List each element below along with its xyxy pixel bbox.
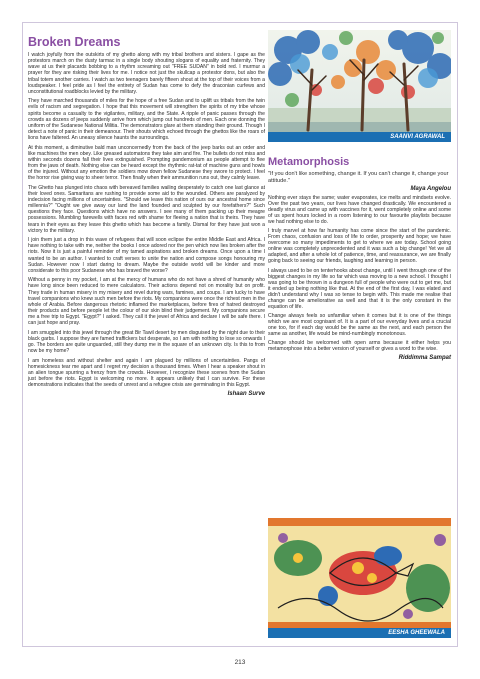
painting-trees-illustration	[268, 30, 451, 142]
paragraph: I always used to be on tenterhooks about change, until I went through one of the biggest changes in my life so far which was moving to a new school. I thought I was going to be thrown in a dungeon full of people who were out to get me, but it ended up being nothing like that. At the end of the first day, I was elated and didn't understand why I was so tense to begin with. This made me realise that change can be ameliorative as well and that it is the only constant in the equation of life.	[268, 267, 451, 310]
paragraph: I watch joyfully from the outskirts of my ghetto along with my tribal brothers and sisters. I gape as the protestors march on the dusty tarmac in a single body shouting slogans of equality and fraternity. They wave at us their placards bobbing to a rhythm screaming out "FREE SUDAN" in bold red. I murmur a prayer for they are risking their lives for me. I notice not just the skullcap a protestor dons, but also the tribal totem another carries. I watch as two teenagers barely fifteen shout at the top of their voices from a loudspeaker. I feel pride as I feel the entirety of Sudan has come to defy the draconian curfews and unconstitutional roadblocks levied by the military.	[28, 52, 265, 95]
paragraph: Change always feels so unfamiliar when it comes but it is one of the things which we are most cognisant of. It is a part of our everyday lives and a crucial one too, for if each day would be the same as the next, and each person the same as another, life would be mind-numbingly monotonous.	[268, 312, 451, 337]
paragraph: At this moment, a diminutive bald man unconcernedly from the back of the jeep barks out an order and like machines the men obey. Like greased automatons they take aim and fire. The bullets do not miss and within seconds dozens fall their lives extinguished. Prompting pandemonium as people attempt to flee from the jaws of death. Nothing else can be heard except the rhythmic rat-tat of machine guns and howls of the injured. Without any emotion the soldiers mow down fellow Sudanese they swore to protect. I feel the horror rise giving way to sheer terror. Then finally when their ammunition runs out, they calmly leave.	[28, 144, 265, 182]
artwork-credit: SAANVI AGRAWAL	[268, 132, 451, 142]
paragraph: I truly marvel at how far humanity has come since the start of the pandemic. From chaos, confusion and loss of life to order, prosperity and hope; we have overcome so many impediments to get to where we are today. School going online was completely unprecedented and it was such a big change! Yet we all adapted, and after a whole lot of patience, time, and reassurance, we are finally going back to seeing our friends, laughing and learning in person.	[268, 228, 451, 265]
article-metamorphosis	[268, 150, 451, 361]
artwork-credit: EESHA GHEEWALA	[268, 628, 451, 638]
artwork-bottom	[268, 518, 451, 638]
page-number: 213	[234, 659, 246, 666]
paragraph: The Ghetto has plunged into chaos with bereaved families wailing desperately to catch one last glance at their loved ones. Samaritans are rushing to provide some aid to the wounded. Others are paralyzed by indecision facing millions of uncertainties. "Should we leave this nation of ours our ancestral home since millennia?" "Ought we give away our land the land founded and sculpted by our forefathers?" Such questions they face. Questions which have no answers. I see many of them packing up their meagre possessions. Mumbling farewells with faces red with shame for fleeing a nation that is theirs. They have tears in their eyes as they leave this ghetto which has become a family. Dismal for they have just won a victory to the military.	[28, 184, 265, 234]
painting-bird-illustration	[268, 518, 451, 638]
quote-author: Maya Angelou	[410, 186, 451, 193]
paragraph: I am smuggled into this jewel through the great Bir Tawil desert by men disguised by the night due to their black garbs. I suppose they are famed traffickers but desperate, so I am with nothing to lose so onwards I go. The borders are quite unguarded, still they dump me in the square of an unknown city. Is this to from now be my home?	[28, 329, 265, 355]
paragraph: Nothing ever stays the same; water evaporates, ice melts and mindsets evolve. Over the past two years, our lives have changed drastically. We encountered a deadly virus and came up with vaccines for it, went completely online and some of us spent hours locked in a room listening to our favourite playlists because we had nothing else to do.	[268, 195, 451, 226]
article-byline: Riddimma Sampat	[398, 355, 451, 362]
epigraph-quote: "If you don't like something, change it. If you can't change it, change your attitude."	[268, 171, 449, 184]
article-byline: Ishaan Surve	[227, 391, 265, 398]
paragraph: Change should be welcomed with open arms because it either helps you metamorphose into a better version of yourself or gives a word to the wise.	[268, 339, 451, 352]
artwork-top	[268, 30, 451, 142]
article-broken-dreams	[28, 36, 265, 397]
paragraph: I join them just a drop in this wave of refugees that will soon eclipse the entire Middle East and Africa. I have nothing to take with me, neither the books I once adored nor the pen which now lies broken after the riots. Now it is just a painful reminder of my tamed aspirations and broken dreams. Once upon a time I wanted to be an author. I wanted to craft verses to unite the nation and compose songs honouring my Sudan. However now I start daring to dream. Maybe the outside world will be kinder and more considerate to this poor Sudanese who has braved the worse?	[28, 237, 265, 274]
paragraph: I am homeless and without shelter and again I am plagued by millions of uncertainties. Pangs of homesickness tear me apart and I regret my decision a thousand times. When I hear a speaker shout in an alien tongue spurring a frenzy from the crowds. However, I recognize these scenes from the Sudan just before the riots. Egypt is welcoming no more. It appears unlikely that I can survive. For these demonstrations indicates that the seeds of unrest and a refugee crisis are germinating in this Egypt.	[28, 357, 265, 389]
article-title: Metamorphosis	[268, 156, 350, 168]
paragraph: They have marched thousands of miles for the hope of a free Sudan and to uplift us tribals from the twin evils of racism and segregation. I hope that this movement will strengthen the spirits of my tribe whose spirits become a casualty to the vigilantes, military, and the State. A ripple of panic passes through the crowds as dozens of jeeps suddenly arrive from which jump out hundreds of men. Each one donning the uniform of the Sudanese National Militia. The demonstrators glare at them standing their ground. Though I detect a note of panic in their demeanour. Their shouts which echoed through the ghettos like the roars of lions have faltered. An uneasy silence haunts the surroundings.	[28, 98, 265, 142]
paragraph: Without a penny in my pocket, I am at the mercy of humans who do not have a shred of humanity who have long since been reduced to mere calculators. Their actions depend not on morality but on profit. They trade in human misery in my misery and revel during wars, famines, and coups. I am lucky to have travel companions who knew such men before the riots. My companions were once the richest men in the whole of Arabia. Before dangerous rhetoric inflamed the marketplaces, before fires of hatred destroyed their products and before people let the colour of our skin blind their judgement. My companions secure me a free trip to Egypt. "Egypt?" I asked. They call it the jewel of Africa and declare I will be safe there. I can just hope and pray.	[28, 277, 265, 327]
article-title: Broken Dreams	[28, 35, 121, 49]
